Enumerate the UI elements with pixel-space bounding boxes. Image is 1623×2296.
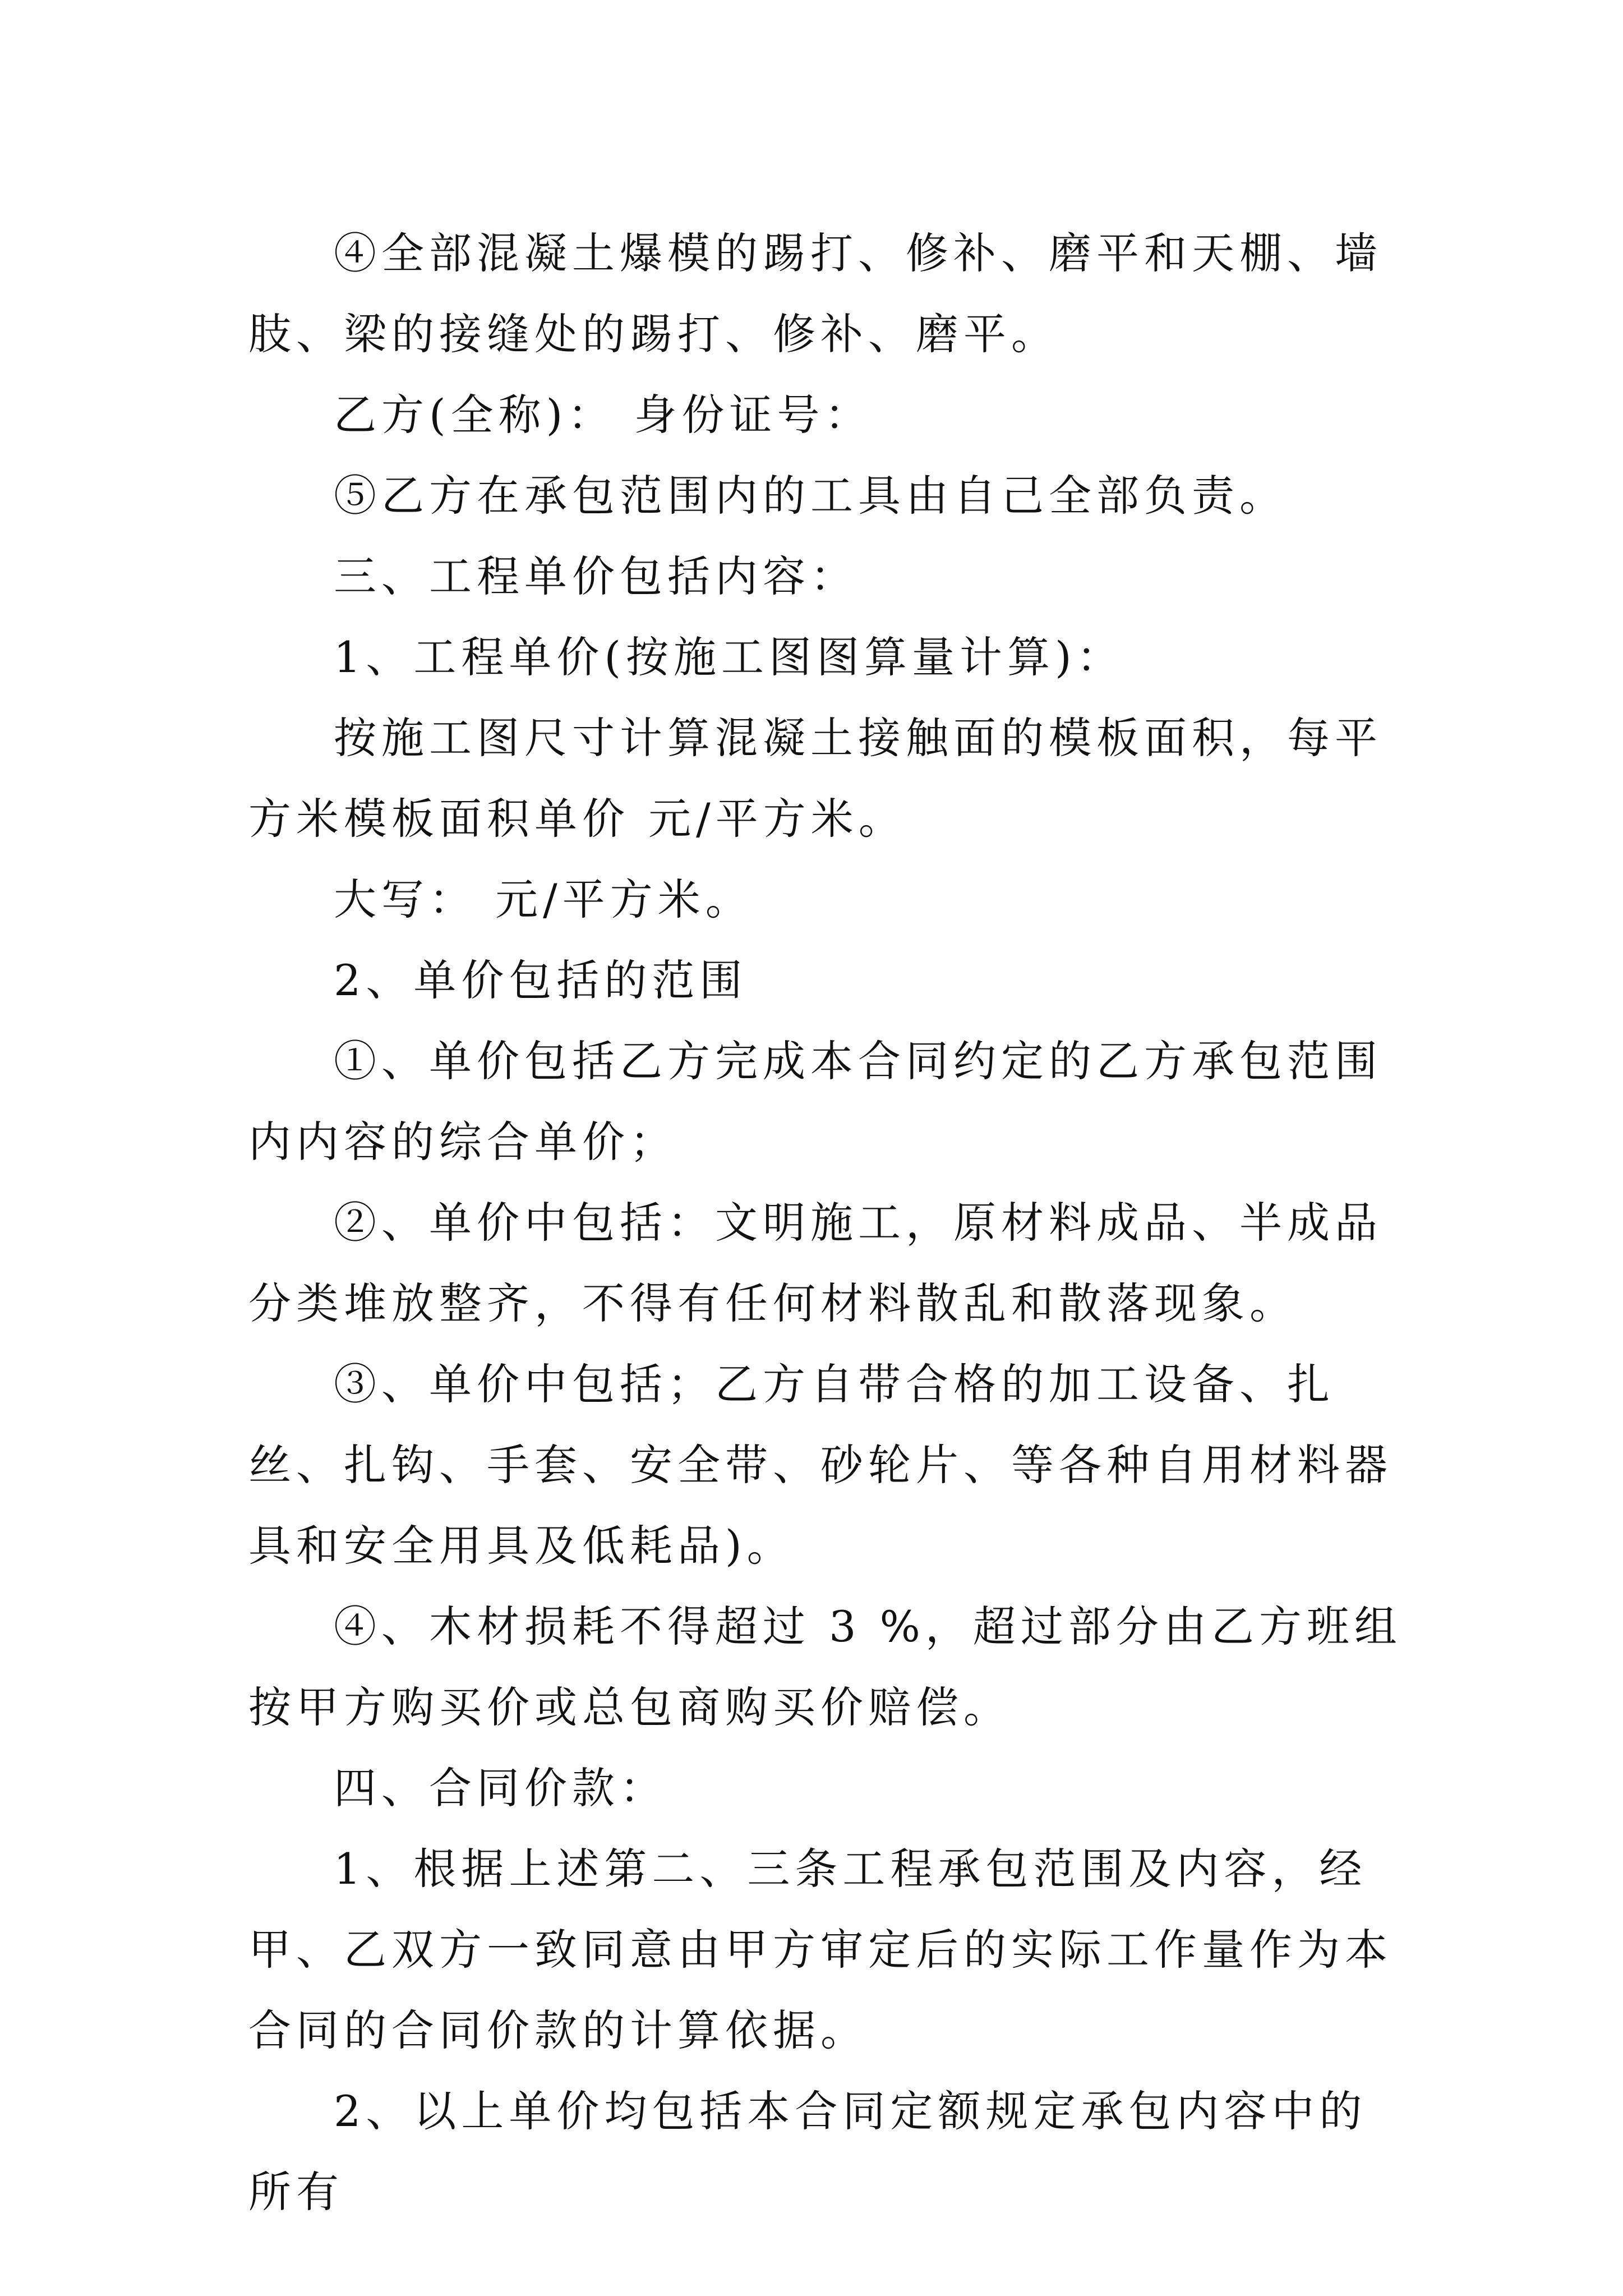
paragraph-scope-item-3: ③、单价中包括；乙方自带合格的加工设备、扎丝、扎钩、手套、安全带、砂轮片、等各种自用材料器具和安全用具及低耗品)。 <box>248 1359 1393 1571</box>
paragraph-scope-item-2: ②、单价中包括：文明施工，原材料成品、半成品分类堆放整齐，不得有任何材料散乱和散落现象。 <box>248 1198 1382 1328</box>
paragraph-price-in-words: 大写： 元/平方米。 <box>334 875 753 924</box>
document-body <box>248 213 1404 2233</box>
paragraph-unit-price-basis: 1、工程单价(按施工图图算量计算)： <box>334 632 1124 682</box>
paragraph-tools-responsibility: ⑤乙方在承包范围内的工具由自己全部负责。 <box>334 471 1287 521</box>
paragraph-contract-price-2: 2、以上单价均包括本合同定额规定承包内容中的所有 <box>248 2086 1367 2217</box>
paragraph-scope-item-4: ④、木材损耗不得超过 3 %，超过部分由乙方班组按甲方购买价或总包商购买价赔偿。 <box>248 1602 1402 1732</box>
heading-price-scope: 2、单价包括的范围 <box>334 955 748 1005</box>
paragraph-scope-item-1: ①、单价包括乙方完成本合同约定的乙方承包范围内内容的综合单价； <box>248 1036 1382 1167</box>
paragraph-contract-price-1: 1、根据上述第二、三条工程承包范围及内容，经甲、乙双方一致同意由甲方审定后的实际工作量作为本合同的合同价款的计算依据。 <box>248 1844 1393 2055</box>
heading-contract-price: 四、合同价款： <box>334 1763 667 1813</box>
paragraph-party-b-id: 乙方(全称)： 身份证号： <box>334 390 873 440</box>
paragraph-formwork-area-price: 按施工图尺寸计算混凝土接触面的模板面积，每平方米模板面积单价 元/平方米。 <box>248 713 1382 844</box>
paragraph-formwork-repair: ④全部混凝土爆模的踢打、修补、磨平和天棚、墙肢、梁的接缝处的踢打、修补、磨平。 <box>248 228 1382 359</box>
heading-unit-price-content: 三、工程单价包括内容： <box>334 551 858 601</box>
